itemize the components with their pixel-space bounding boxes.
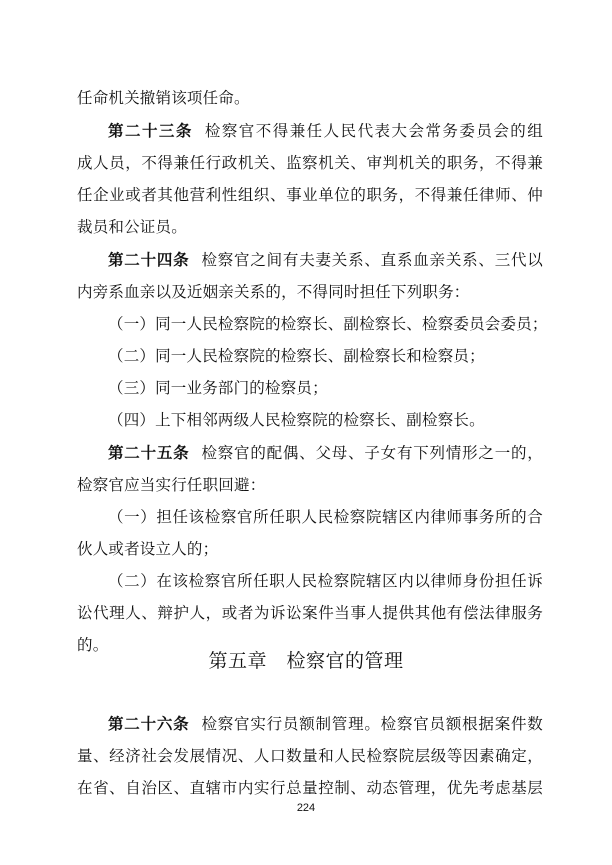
article-23-line: 第二十三条 检察官不得兼任人民代表大会常务委员会的组 [108,122,543,140]
list-item: （三）同一业务部门的检察员； [108,379,328,397]
article-24-line: 第二十四条 检察官之间有夫妻关系、直系血亲关系、三代以 [108,251,543,269]
text-line: 任企业或者其他营利性组织、事业单位的职务，不得兼任律师、仲 [77,186,543,204]
text-line: 伙人或者设立人的； [77,540,219,558]
article-heading: 第二十四条 [108,251,190,269]
chapter-title: 第五章 检察官的管理 [208,650,404,672]
article-heading: 第二十五条 [108,444,190,462]
article-heading: 第二十六条 [108,715,190,733]
text-line: 裁员和公证员。 [77,218,187,236]
text-line: 任命机关撤销该项任命。 [77,89,250,107]
page-number: 224 [296,802,316,814]
text-line: 成人员，不得兼任行政机关、监察机关、审判机关的职务，不得兼 [77,154,543,172]
list-item: （四）上下相邻两级人民检察院的检察长、副检察长。 [108,411,485,429]
text-line: 量、经济社会发展情况、人口数量和人民检察院层级等因素确定， [77,747,543,765]
list-item: （一）担任该检察官所任职人民检察院辖区内律师事务所的合 [108,508,543,526]
text-line: 的。 [77,636,109,654]
text-line: 内旁系血亲以及近姻亲关系的，不得同时担任下列职务： [77,283,470,301]
text-line: 讼代理人、辩护人，或者为诉讼案件当事人提供其他有偿法律服务 [77,604,543,622]
text-line: 检察官应当实行任职回避： [77,476,266,494]
article-25-line: 第二十五条 检察官的配偶、父母、子女有下列情形之一的， [108,444,543,462]
list-item: （二）在该检察官所任职人民检察院辖区内以律师身份担任诉 [108,572,543,590]
text-line: 在省、自治区、直辖市内实行总量控制、动态管理，优先考虑基层 [77,779,543,797]
list-item: （一）同一人民检察院的检察长、副检察长、检察委员会委员； [108,315,548,333]
article-26-line: 第二十六条 检察官实行员额制管理。检察官员额根据案件数 [108,715,543,733]
list-item: （二）同一人民检察院的检察长、副检察长和检察员； [108,347,485,365]
article-heading: 第二十三条 [108,122,193,140]
